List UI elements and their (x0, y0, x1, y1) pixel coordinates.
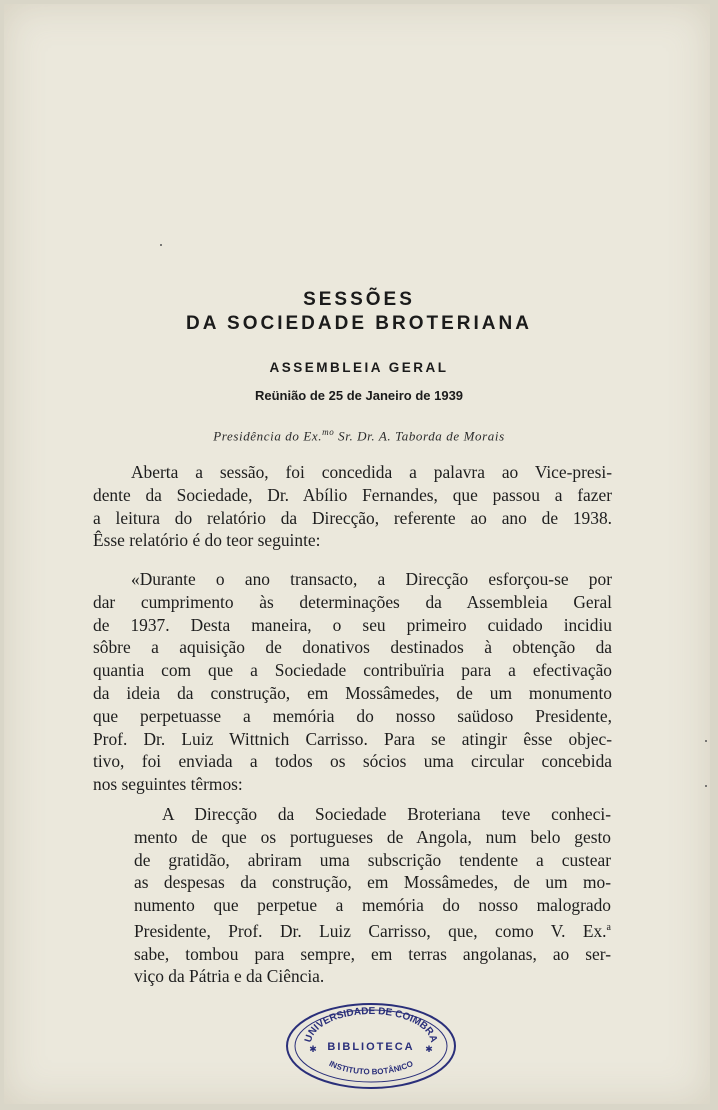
svg-text:✱: ✱ (309, 1044, 317, 1054)
meeting-date: Reünião de 25 de Janeiro de 1939 (254, 388, 464, 403)
text-line: mento de que os portugueses de Angola, num belo gesto (134, 826, 611, 847)
text-line: viço da Pátria e da Ciência. (134, 966, 325, 987)
paper-speck (705, 785, 707, 787)
page-title-line1: SESSÕES (303, 289, 415, 310)
paper-speck (705, 740, 707, 742)
paragraph-report (93, 568, 612, 796)
presidency-line: Presidência do Ex.$^{mo}$ Sr. Dr. A. Taborda de Morais (213, 427, 505, 444)
text-line: nos seguintes têrmos: (93, 774, 243, 795)
svg-text:✱: ✱ (425, 1044, 433, 1054)
svg-text:INSTITUTO BOTÂNICO (328, 1059, 415, 1076)
text-line: de gratidão, abriram uma subscrição tendente a custear (134, 849, 611, 870)
stamp-bottom-text: INSTITUTO BOTÂNICO (327, 1058, 415, 1077)
paragraph-opening (93, 461, 612, 552)
stamp-top-text: UNIVERSIDADE DE COIMBRA (302, 1005, 440, 1044)
text-line: Êsse relatório é do teor seguinte: (93, 530, 321, 551)
library-stamp (283, 1000, 459, 1092)
text-line: numento que perpetue a memória do nosso malogrado (134, 895, 611, 916)
text-line: que perpetuasse a memória do nosso saüdoso Presidente, (93, 705, 612, 726)
text-line: «Durante o ano transacto, a Direcção esforçou-se por (131, 569, 612, 589)
quoted-circular (134, 803, 611, 988)
paper-speck (160, 244, 162, 246)
stamp-middle-text: BIBLIOTECA (327, 1041, 415, 1053)
text-line: as despesas da construção, em Mossâmedes, de um mo- (134, 872, 611, 893)
text-line: A Direcção da Sociedade Broteriana teve conheci- (162, 804, 611, 824)
page-title-line2: DA SOCIEDADE BROTERIANA (186, 313, 532, 334)
text-line: de 1937. Desta maneira, o seu primeiro cuidado incidiu (93, 614, 612, 635)
text-line: sabe, tombou para sempre, em terras angolanas, ao ser- (134, 943, 611, 964)
text-line: Prof. Dr. Luiz Wittnich Carrisso. Para se atingir êsse objec- (93, 728, 612, 749)
text-line: dente da Sociedade, Dr. Abílio Fernandes, que passou a fazer (93, 484, 612, 505)
text-line: da ideia da construção, em Mossâmedes, de um monumento (93, 682, 612, 703)
text-line: sôbre a aquisição de donativos destinados à obtenção da (93, 637, 612, 658)
text-line: dar cumprimento às determinações da Assembleia Geral (93, 591, 612, 612)
section-heading: ASSEMBLEIA GERAL (269, 360, 449, 375)
text-line: tivo, foi enviada a todos os sócios uma circular concebida (93, 751, 612, 772)
text-line: Aberta a sessão, foi concedida a palavra ao Vice-presi- (131, 462, 612, 482)
text-line: quantia com que a Sociedade contribuïria para a efectivação (93, 660, 612, 681)
text-line: a leitura do relatório da Direcção, referente ao ano de 1938. (93, 507, 612, 528)
text-line: Presidente, Prof. Dr. Luiz Carrisso, que, como V. Ex.$^a$ (134, 920, 611, 941)
